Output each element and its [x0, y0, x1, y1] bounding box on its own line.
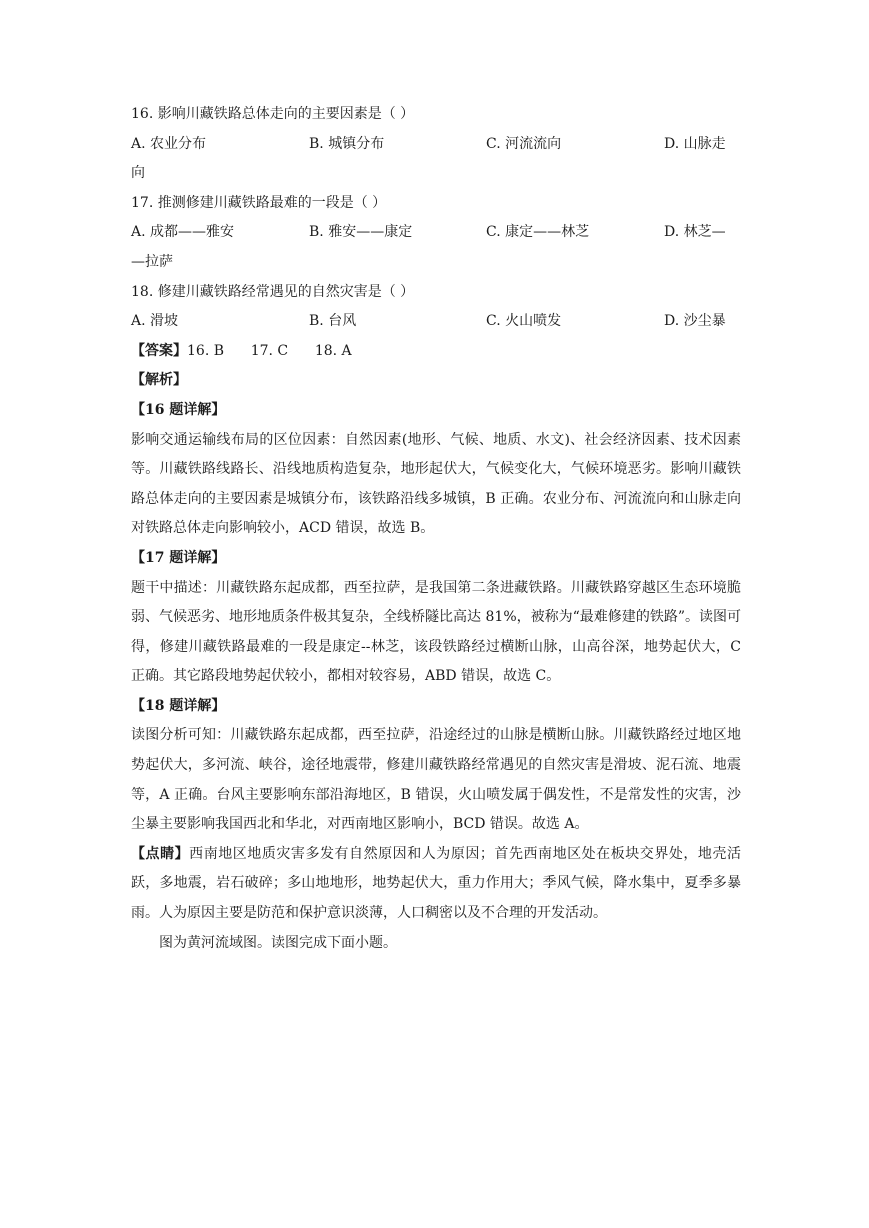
- question-17-option-d: D. 林芝—: [664, 224, 726, 241]
- answer-text: 16. B 17. C 18. A: [187, 342, 352, 359]
- detail-18-header: 【18 题详解】: [131, 697, 226, 714]
- question-16-option-d: D. 山脉走: [664, 135, 726, 152]
- answer-label: 【答案】: [131, 342, 187, 359]
- question-16-options: [131, 130, 741, 160]
- question-16-option-d-wrap: 向: [131, 165, 145, 182]
- detail-17-header: 【17 题详解】: [131, 549, 226, 566]
- question-17-option-d-wrap: —拉萨: [131, 253, 173, 270]
- intro-text: 图为黄河流域图。读图完成下面小题。: [159, 934, 397, 951]
- question-17-stem: 17. 推测修建川藏铁路最难的一段是（ ）: [131, 194, 387, 211]
- question-16-option-a: A. 农业分布: [131, 135, 207, 152]
- question-18-option-a: A. 滑坡: [131, 313, 179, 330]
- answer-line: [131, 337, 741, 367]
- document-page: [131, 100, 741, 958]
- question-17-option-a: A. 成都——雅安: [131, 224, 235, 241]
- question-17-option-b: B. 雅安——康定: [309, 224, 413, 241]
- detail-17-text: 题干中描述：川藏铁路东起成都，西至拉萨，是我国第二条进藏铁路。川藏铁路穿越区生态环境脆弱、气候恶劣、地形地质条件极其复杂，全线桥隧比高达 81%，被称为“最难修建的铁路”。读图可得，修建川藏铁路最难的一段是康定--林芝，该段铁路经过横断山脉，山高谷深，地势起伏大，C 正确。其它路段地势起伏较小，都相对较容易，ABD 错误，故选 C。: [131, 579, 741, 685]
- tip-label: 【点睛】: [131, 845, 190, 862]
- analysis-header: 【解析】: [131, 372, 187, 389]
- tip-paragraph: [131, 840, 741, 929]
- question-18-options: [131, 307, 741, 337]
- question-18-stem: 18. 修建川藏铁路经常遇见的自然灾害是（ ）: [131, 283, 415, 300]
- detail-18-text: 读图分析可知：川藏铁路东起成都，西至拉萨，沿途经过的山脉是横断山脉。川藏铁路经过地区地势起伏大，多河流、峡谷，途径地震带，修建川藏铁路经常遇见的自然灾害是滑坡、泥石流、地震等，A 正确。台风主要影响东部沿海地区，B 错误，火山喷发属于偶发性，不是常发性的灾害，沙尘暴主要影响我国西北和华北，对西南地区影响小，BCD 错误。故选 A。: [131, 727, 741, 833]
- question-18-option-b: B. 台风: [309, 313, 357, 330]
- question-16-option-c: C. 河流流向: [486, 135, 562, 152]
- detail-16-text: 影响交通运输线布局的区位因素：自然因素(地形、气候、地质、水文)、社会经济因素、技术因素等。川藏铁路线路长、沿线地质构造复杂，地形起伏大，气候变化大，气候环境恶劣。影响川藏铁路总体走向的主要因素是城镇分布，该铁路沿线多城镇，B 正确。农业分布、河流流向和山脉走向对铁路总体走向影响较小，ACD 错误，故选 B。: [131, 431, 741, 537]
- question-18-option-d: D. 沙尘暴: [664, 313, 726, 330]
- question-18-option-c: C. 火山喷发: [486, 313, 562, 330]
- detail-16-header: 【16 题详解】: [131, 401, 226, 418]
- tip-text: 西南地区地质灾害多发有自然原因和人为原因；首先西南地区处在板块交界处，地壳活跃，多地震，岩石破碎；多山地地形，地势起伏大，重力作用大；季风气候，降水集中，夏季多暴雨。人为原因主要是防范和保护意识淡薄，人口稠密以及不合理的开发活动。: [131, 845, 742, 922]
- question-16-option-b: B. 城镇分布: [309, 135, 385, 152]
- question-17-options: [131, 218, 741, 248]
- question-16-stem: 16. 影响川藏铁路总体走向的主要因素是（ ）: [131, 106, 415, 122]
- question-17-option-c: C. 康定——林芝: [486, 224, 590, 241]
